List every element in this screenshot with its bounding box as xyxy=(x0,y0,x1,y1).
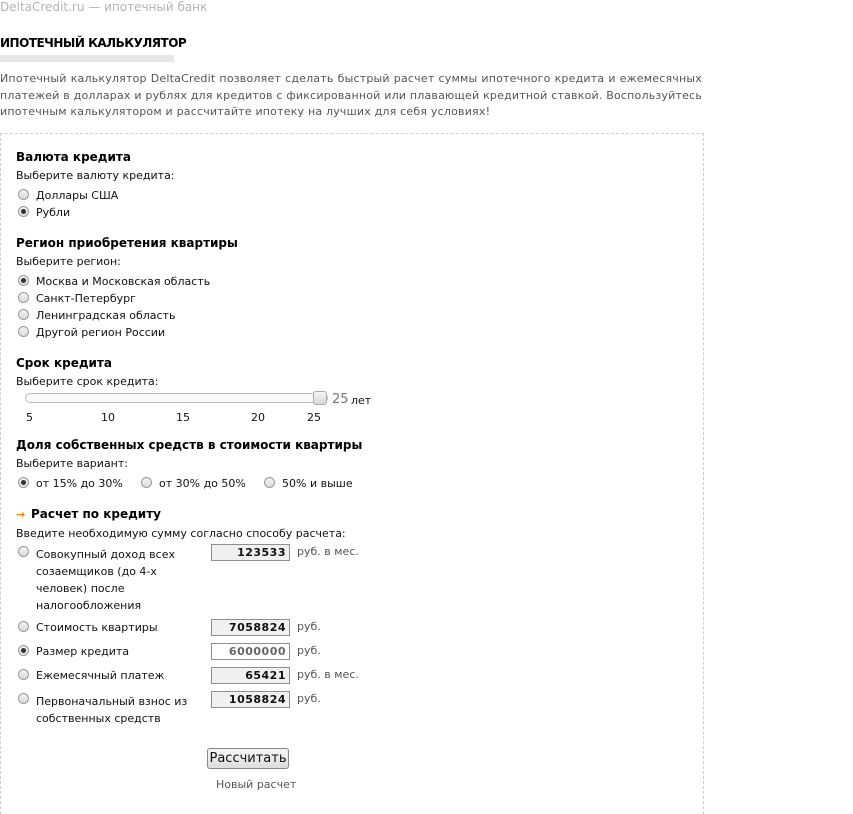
page-title: ИПОТЕЧНЫЙ КАЛЬКУЛЯТОР xyxy=(0,36,187,50)
currency-prompt: Выберите валюту кредита: xyxy=(16,169,175,182)
share-option-30-50[interactable]: от 30% до 50% xyxy=(159,477,246,490)
calc-label-income[interactable]: Совокупный доход всех созаемщиков (до 4-х человек) после налогообложения xyxy=(36,548,175,612)
monthly-payment-unit: руб. в мес. xyxy=(297,668,359,681)
monthly-payment-field[interactable]: 65421 xyxy=(211,667,290,684)
calc-radio-monthly-payment[interactable] xyxy=(18,669,29,680)
term-value: 25 xyxy=(332,392,349,407)
region-radio-leningrad[interactable] xyxy=(18,309,29,320)
term-tick: 15 xyxy=(176,411,190,424)
term-tick: 5 xyxy=(26,411,33,424)
calc-radio-down-payment[interactable] xyxy=(18,693,29,704)
down-payment-unit: руб. xyxy=(297,692,321,705)
term-title: Срок кредита xyxy=(16,356,112,370)
loan-amount-unit: руб. xyxy=(297,644,321,657)
region-radio-moscow[interactable] xyxy=(18,275,29,286)
title-underline xyxy=(0,55,174,62)
calc-radio-loan-amount[interactable] xyxy=(18,645,29,656)
term-tick: 25 xyxy=(307,411,321,424)
currency-option-usd[interactable]: Доллары США xyxy=(36,189,119,202)
loan-amount-field[interactable]: 6000000 xyxy=(211,643,290,660)
share-title: Доля собственных средств в стоимости квартиры xyxy=(16,438,363,452)
calc-prompt: Введите необходимую сумму согласно способу расчета: xyxy=(16,527,346,540)
share-radio-15-30[interactable] xyxy=(18,477,29,488)
currency-option-rub[interactable]: Рубли xyxy=(36,206,71,219)
calc-label-loan-amount[interactable]: Размер кредита xyxy=(36,645,130,658)
calc-radio-income[interactable] xyxy=(18,546,29,557)
currency-title: Валюта кредита xyxy=(16,150,131,164)
share-prompt: Выберите вариант: xyxy=(16,457,128,470)
calc-label-monthly-payment[interactable]: Ежемесячный платеж xyxy=(36,669,165,682)
region-radio-spb[interactable] xyxy=(18,292,29,303)
calc-title: Расчет по кредиту xyxy=(31,507,161,521)
term-slider-handle[interactable] xyxy=(313,391,327,405)
down-payment-field[interactable]: 1058824 xyxy=(211,691,290,708)
income-unit: руб. в мес. xyxy=(297,545,359,558)
apartment-price-field[interactable]: 7058824 xyxy=(211,619,290,636)
region-radio-other[interactable] xyxy=(18,326,29,337)
calc-label-apartment-price[interactable]: Стоимость квартиры xyxy=(36,621,158,634)
calc-radio-apartment-price[interactable] xyxy=(18,621,29,632)
calc-label-down-payment[interactable]: Первоначальный взнос из собственных средств xyxy=(36,695,188,725)
region-title: Регион приобретения квартиры xyxy=(16,236,238,250)
term-unit: лет xyxy=(351,394,372,407)
share-option-50-plus[interactable]: 50% и выше xyxy=(282,477,353,490)
new-calculation-link[interactable]: Новый расчет xyxy=(216,778,297,791)
income-field[interactable]: 123533 xyxy=(211,544,290,561)
share-radio-30-50[interactable] xyxy=(141,477,152,488)
site-name: DeltaCredit.ru — ипотечный банк xyxy=(0,0,208,14)
region-option-moscow[interactable]: Москва и Московская область xyxy=(36,275,211,288)
region-option-spb[interactable]: Санкт-Петербург xyxy=(36,292,136,305)
currency-radio-usd[interactable] xyxy=(18,189,29,200)
term-tick: 10 xyxy=(101,411,115,424)
currency-radio-rub[interactable] xyxy=(18,206,29,217)
region-prompt: Выберите регион: xyxy=(16,255,121,268)
term-slider-track[interactable] xyxy=(25,393,328,403)
region-option-other[interactable]: Другой регион России xyxy=(36,326,166,339)
term-prompt: Выберите срок кредита: xyxy=(16,375,159,388)
term-tick: 20 xyxy=(251,411,265,424)
share-option-15-30[interactable]: от 15% до 30% xyxy=(36,477,123,490)
intro-text: Ипотечный калькулятор DeltaCredit позволяет сделать быстрый расчет суммы ипотечного кредита и ежемесячных платежей в долларах и рублях для кредитов с фиксированной или плавающей кредитной ставкой. Воспользуйтесь ипотечным калькулятором и рассчитайте ипотеку на лучших для себя условиях! xyxy=(0,72,702,118)
region-option-leningrad[interactable]: Ленинградская область xyxy=(36,309,176,322)
arrow-right-icon: → xyxy=(16,508,26,521)
apartment-price-unit: руб. xyxy=(297,620,321,633)
share-radio-50-plus[interactable] xyxy=(264,477,275,488)
calculate-button[interactable]: Рассчитать xyxy=(207,748,289,769)
